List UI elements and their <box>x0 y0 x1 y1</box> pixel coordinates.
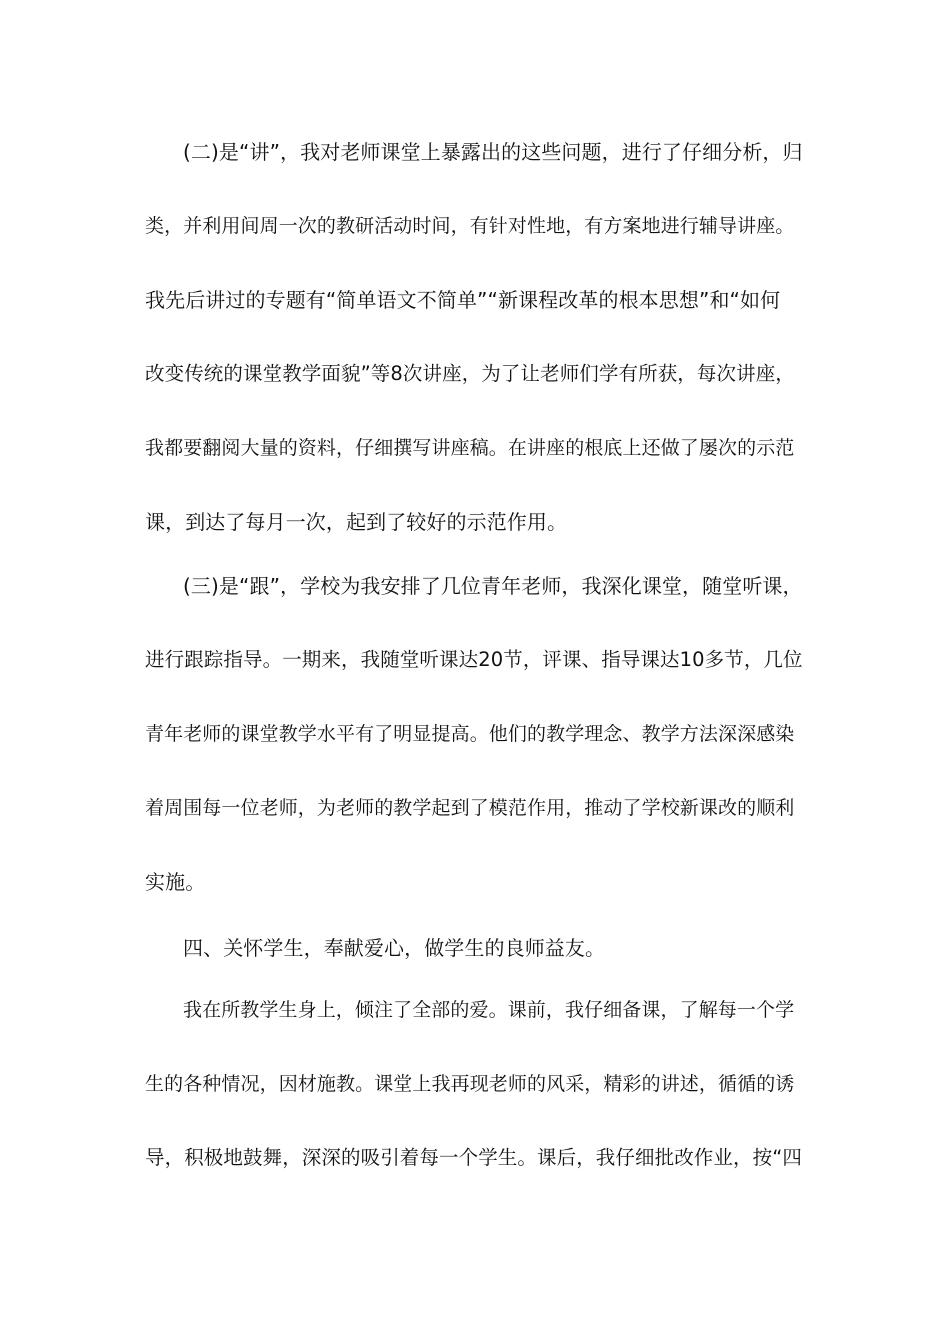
text-line: 实施。 <box>145 870 206 894</box>
text-line: 我在所教学生身上，倾注了全部的爱。课前，我仔细备课，了解每一个学 <box>183 999 795 1021</box>
text-line: 我先后讲过的专题有“简单语文不简单”“新课程改革的根本思想”和“如何 <box>145 288 781 312</box>
text-line: 课，到达了每月一次，起到了较好的示范作用。 <box>145 510 568 534</box>
text-line: 青年老师的课堂教学水平有了明显提高。他们的教学理念、教学方法深深感染 <box>145 723 795 745</box>
text-line: 改变传统的课堂教学面貌”等8次讲座，为了让老师们学有所获，每次讲座， <box>145 362 795 385</box>
text-line: 导，积极地鼓舞，深深的吸引着每一个学生。课后，我仔细批改作业，按“四 <box>145 1146 803 1169</box>
text-line: 类，并利用间周一次的教研活动时间，有针对性地，有方案地进行辅导讲座。 <box>145 215 795 237</box>
text-line: (三)是“跟”，学校为我安排了几位青年老师，我深化课堂，随堂听课， <box>183 574 803 598</box>
section-heading: 四、关怀学生，奉献爱心，做学生的良师益友。 <box>183 936 606 960</box>
text-line: 进行跟踪指导。一期来，我随堂听课达20节，评课、指导课达10多节，几位 <box>145 648 803 671</box>
text-line: 我都要翻阅大量的资料，仔细撰写讲座稿。在讲座的根底上还做了屡次的示范 <box>145 437 795 459</box>
text-line: 着周围每一位老师，为老师的教学起到了模范作用，推动了学校新课改的顺利 <box>145 797 795 819</box>
text-line: 生的各种情况，因材施教。课堂上我再现老师的风采，精彩的讲述，循循的诱 <box>145 1073 795 1095</box>
text-line: (二)是“讲”，我对老师课堂上暴露出的这些问题，进行了仔细分析，归 <box>183 140 803 164</box>
